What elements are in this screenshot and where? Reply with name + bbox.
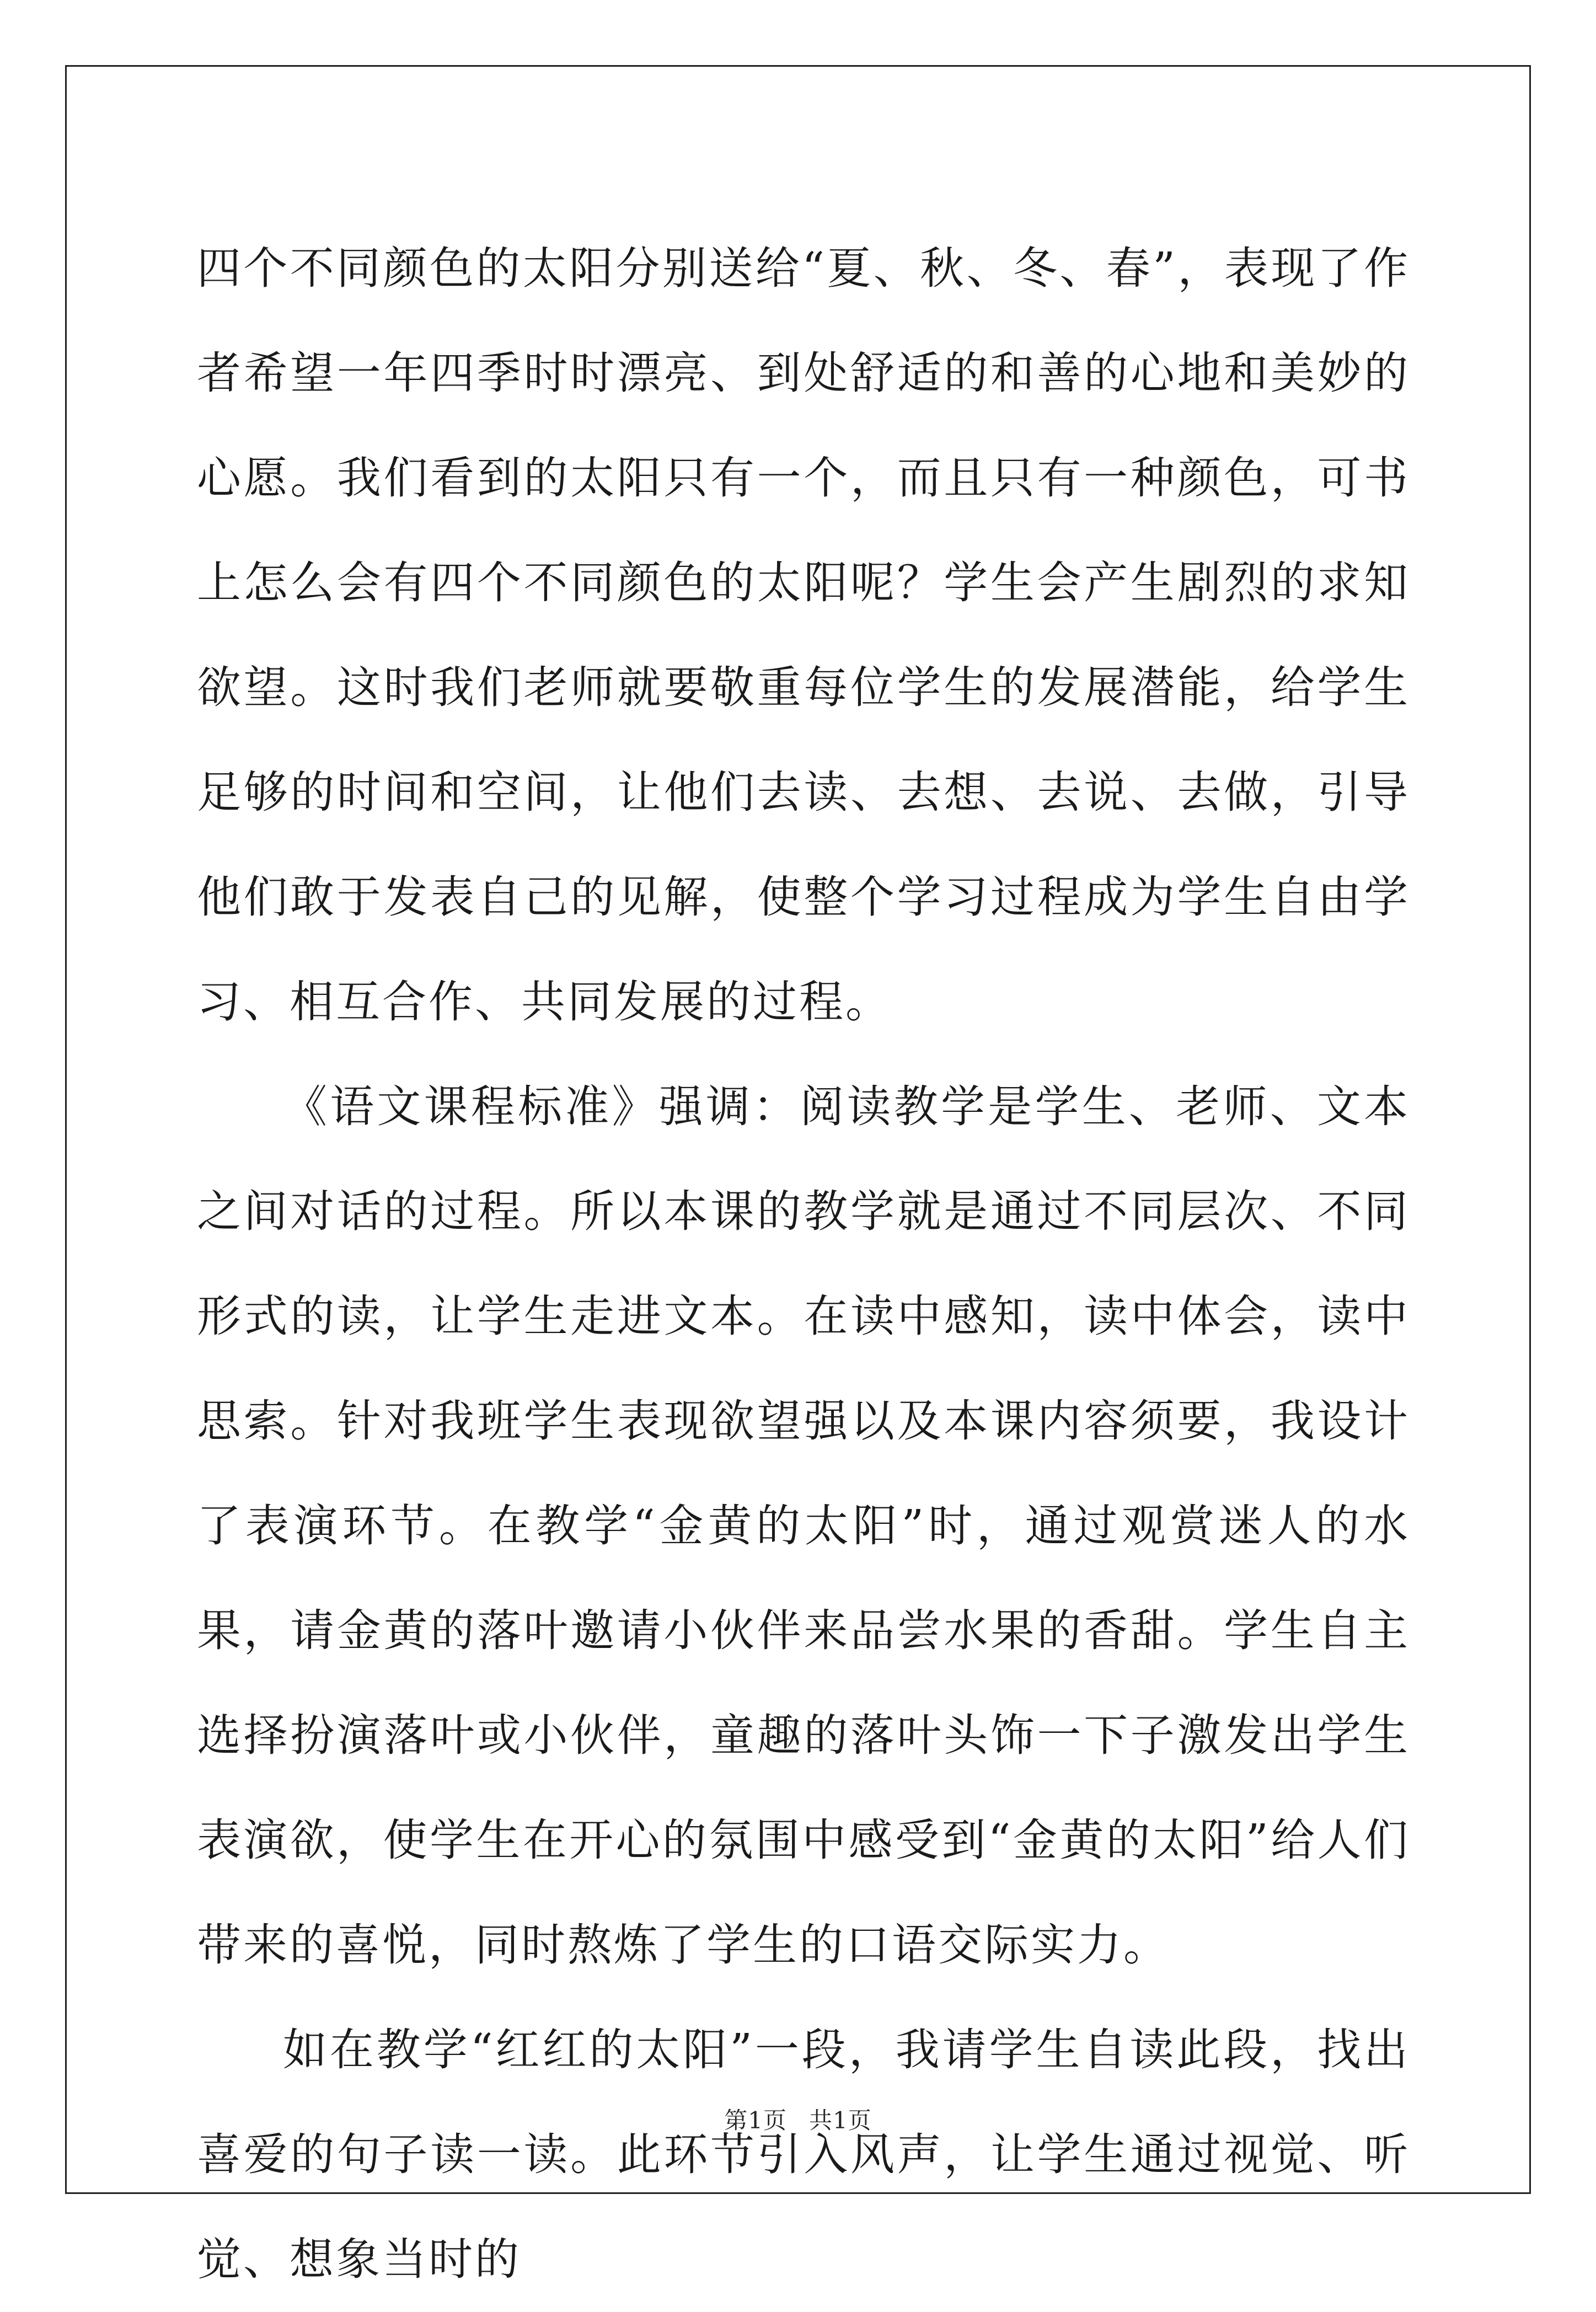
paragraph-3: 如在教学“红红的太阳”一段，我请学生自读此段，找出喜爱的句子读一读。此环节引入风声，让学生通过视觉、听觉、想象当时的 xyxy=(197,2024,1410,2285)
page-footer xyxy=(0,2104,1596,2137)
document-body xyxy=(197,216,1410,2312)
paragraph-2: 《语文课程标准》强调：阅读教学是学生、老师、文本之间对话的过程。所以本课的教学就是通过不同层次、不同形式的读，让学生走进文本。在读中感知，读中体会，读中思索。针对我班学生表现欲望强以及本课内容须要，我设计了表演环节。在教学“金黄的太阳”时，通过观赏迷人的水果，请金黄的落叶邀请小伙伴来品尝水果的香甜。学生自主选择扮演落叶或小伙伴，童趣的落叶头饰一下子激发出学生表演欲，使学生在开心的氛围中感受到“金黄的太阳”给人们带来的喜悦，同时熬炼了学生的口语交际实力。 xyxy=(197,1081,1410,1971)
paragraph-1: 四个不同颜色的太阳分别送给“夏、秋、冬、春”，表现了作者希望一年四季时时漂亮、到处舒适的和善的心地和美妙的心愿。我们看到的太阳只有一个，而且只有一种颜色，可书上怎么会有四个不同颜色的太阳呢？学生会产生剧烈的求知欲望。这时我们老师就要敬重每位学生的发展潜能，给学生足够的时间和空间，让他们去读、去想、去说、去做，引导他们敢于发表自己的见解，使整个学习过程成为学生自由学习、相互合作、共同发展的过程。 xyxy=(197,243,1410,1027)
page-total: 共1页 xyxy=(809,2107,872,2134)
page-number: 第1页 xyxy=(724,2107,787,2134)
